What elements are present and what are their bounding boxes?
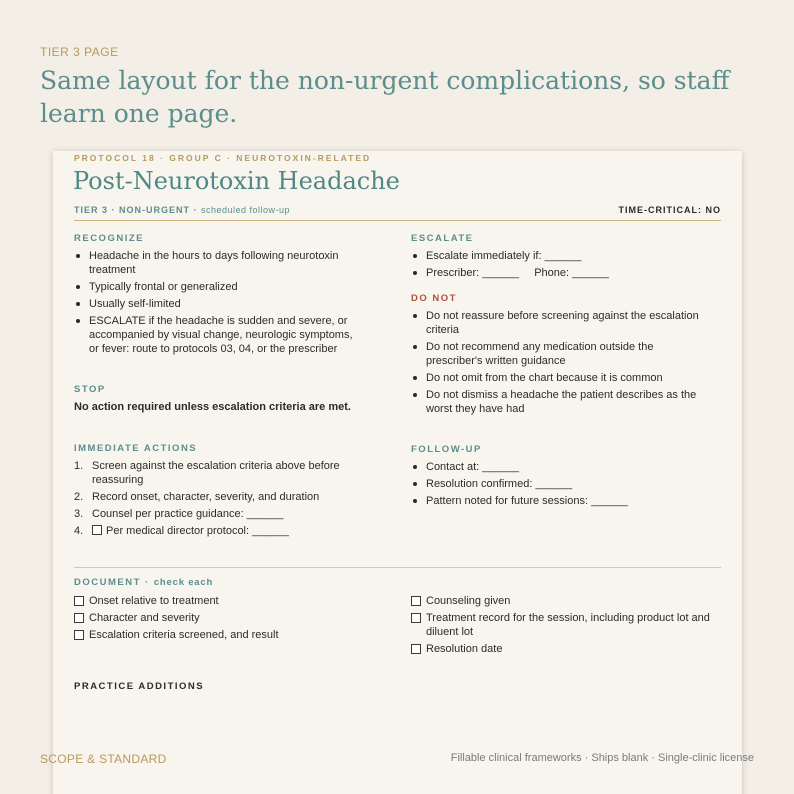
checklist-item: Counseling given bbox=[411, 594, 716, 608]
list-item: Do not recommend any medication outside the prescriber's written guidance bbox=[411, 340, 711, 368]
checkbox[interactable] bbox=[411, 644, 421, 654]
list-item: Do not reassure before screening against the escalation criteria bbox=[411, 309, 711, 337]
checkbox[interactable] bbox=[74, 630, 84, 640]
do-not-list bbox=[411, 309, 711, 419]
checklist-item: Character and severity bbox=[74, 611, 374, 625]
stop-heading: STOP bbox=[74, 384, 106, 395]
list-item: Do not dismiss a headache the patient describes as the worst they have had bbox=[411, 388, 711, 416]
header-divider bbox=[74, 220, 721, 221]
document-checklist-right bbox=[411, 594, 716, 659]
protocol-sheet bbox=[53, 151, 742, 794]
list-item: Typically frontal or generalized bbox=[74, 280, 364, 294]
checkbox[interactable] bbox=[411, 613, 421, 623]
list-item: Usually self-limited bbox=[74, 297, 364, 311]
document-heading: DOCUMENT · check each bbox=[74, 577, 214, 588]
footer-tagline: Fillable clinical frameworks · Ships blank · Single-clinic license bbox=[450, 752, 754, 764]
eyebrow-label: TIER 3 PAGE bbox=[40, 45, 119, 59]
follow-up-list bbox=[411, 460, 711, 511]
list-item: 1. Screen against the escalation criteria above before reassuring bbox=[74, 460, 340, 486]
list-item: Pattern noted for future sessions: ______ bbox=[411, 494, 711, 508]
list-item: 4. Per medical director protocol: ______ bbox=[74, 525, 289, 537]
escalate-heading: ESCALATE bbox=[411, 233, 474, 244]
time-critical-flag: TIME-CRITICAL: NO bbox=[618, 205, 721, 215]
checkbox[interactable] bbox=[92, 525, 102, 535]
list-item: Prescriber: ______ Phone: ______ bbox=[411, 266, 711, 280]
tier-line bbox=[74, 205, 290, 215]
checkbox[interactable] bbox=[74, 613, 84, 623]
section-divider bbox=[74, 567, 721, 568]
follow-up-heading: FOLLOW-UP bbox=[411, 444, 482, 455]
list-item: Do not omit from the chart because it is common bbox=[411, 371, 711, 385]
immediate-actions-list bbox=[74, 459, 364, 541]
stop-text: No action required unless escalation criteria are met. bbox=[74, 401, 351, 413]
checklist-item: Onset relative to treatment bbox=[74, 594, 374, 608]
checkbox[interactable] bbox=[74, 596, 84, 606]
list-item: ESCALATE if the headache is sudden and severe, or accompanied by visual change, neurologic symptoms, or fever: route to protocols 03, 04, or the prescriber bbox=[74, 314, 364, 356]
document-title: Post-Neurotoxin Headache bbox=[73, 167, 400, 195]
immediate-actions-heading: IMMEDIATE ACTIONS bbox=[74, 443, 198, 454]
list-item: Headache in the hours to days following neurotoxin treatment bbox=[74, 249, 364, 277]
list-item: Escalate immediately if: ______ bbox=[411, 249, 711, 263]
footer-brand: SCOPE & STANDARD bbox=[40, 752, 167, 766]
page-headline: Same layout for the non-urgent complications, so staff learn one page. bbox=[40, 66, 730, 128]
checklist-item: Escalation criteria screened, and result bbox=[74, 628, 374, 642]
list-item: Contact at: ______ bbox=[411, 460, 711, 474]
recognize-heading: RECOGNIZE bbox=[74, 233, 144, 244]
list-item: Resolution confirmed: ______ bbox=[411, 477, 711, 491]
checklist-item: Treatment record for the session, including product lot and diluent lot bbox=[411, 611, 716, 639]
list-item: 3. Counsel per practice guidance: ______ bbox=[74, 508, 284, 520]
do-not-heading: DO NOT bbox=[411, 293, 457, 304]
checklist-item: Resolution date bbox=[411, 642, 716, 656]
recognize-list bbox=[74, 249, 364, 359]
list-item: 2. Record onset, character, severity, and duration bbox=[74, 491, 320, 503]
protocol-line: PROTOCOL 18 · GROUP C · NEUROTOXIN-RELATED bbox=[74, 153, 372, 163]
practice-additions-heading: PRACTICE ADDITIONS bbox=[74, 681, 205, 692]
tier-label: TIER 3 · NON-URGENT · bbox=[74, 205, 198, 215]
document-checklist-left bbox=[74, 594, 374, 645]
escalate-list bbox=[411, 249, 711, 283]
tier-schedule: scheduled follow-up bbox=[201, 205, 291, 215]
checkbox[interactable] bbox=[411, 596, 421, 606]
